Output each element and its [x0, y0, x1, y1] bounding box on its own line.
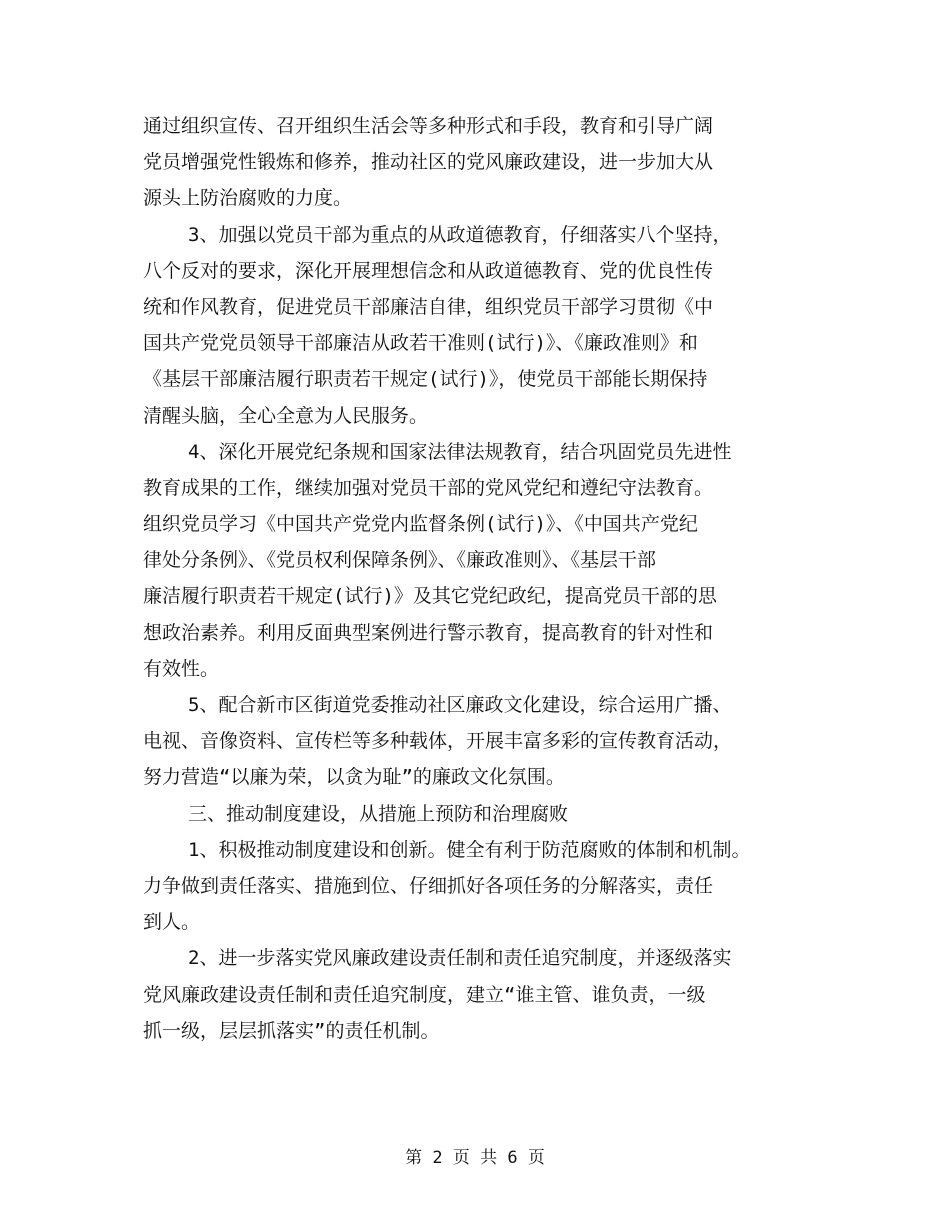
text-line: 八个反对的要求，深化开展理想信念和从政道德教育、党的优良性传: [143, 259, 714, 282]
text-line: 党员增强党性锻炼和修养，推动社区的党风廉政建设，进一步加大从: [143, 151, 714, 174]
text-line: 努力营造“以廉为荣，以贪为耻”的廉政文化氛围。: [143, 766, 565, 789]
paragraph-start-line: 5、配合新市区街道党委推动社区廉政文化建设，综合运用广播、: [188, 694, 732, 716]
text-line: 想政治素养。利用反面典型案例进行警示教育，提高教育的针对性和: [143, 621, 714, 644]
text-line: 抓一级，层层抓落实”的责任机制。: [143, 1019, 440, 1042]
text-line: 组织党员学习《中国共产党党内监督条例(试行)》、《中国共产党纪: [143, 513, 698, 536]
text-line: 有效性。: [143, 657, 220, 680]
text-line: 通过组织宣传、召开组织生活会等多种形式和手段，教育和引导广阔: [143, 115, 714, 137]
text-line: 清醒头脑，全心全意为人民服务。: [143, 404, 429, 427]
text-line: 廉洁履行职责若干规定(试行)》及其它党纪政纪，提高党员干部的思: [143, 585, 717, 608]
text-line: 到人。: [143, 911, 201, 934]
text-line: 《基层干部廉洁履行职责若干规定(试行)》，使党员干部能长期保持: [143, 368, 708, 391]
text-line: 电视、音像资料、宣传栏等多种载体，开展丰富多彩的宣传教育活动，: [143, 730, 733, 753]
text-line: 律处分条例》、《党员权利保障条例》、《廉政准则》、《基层干部: [143, 549, 657, 572]
paragraph-start-line: 4、深化开展党纪条规和国家法律法规教育，结合巩固党员先进性: [188, 440, 732, 463]
page-number-footer: 第 2 页 共 6 页: [405, 1148, 545, 1168]
paragraph-start-line: 2、进一步落实党风廉政建设责任制和责任追究制度，并逐级落实: [188, 947, 732, 970]
paragraph-start-line: 1、积极推动制度建设和创新。健全有利于防范腐败的体制和机制。: [188, 838, 751, 861]
section-heading: 三、推动制度建设，从措施上预防和治理腐败: [188, 802, 569, 825]
paragraph-start-line: 3、加强以党员干部为重点的从政道德教育，仔细落实八个坚持，: [188, 223, 732, 246]
text-line: 国共产党党员领导干部廉洁从政若干准则(试行)》、《廉政准则》和: [143, 332, 698, 355]
document-body: [143, 108, 833, 1049]
text-line: 党风廉政建设责任制和责任追究制度，建立“谁主管、谁负责，一级: [143, 983, 706, 1006]
text-line: 统和作风教育，促进党员干部廉洁自律，组织党员干部学习贯彻《中: [143, 295, 714, 318]
text-line: 教育成果的工作，继续加强对党员干部的党风党纪和遵纪守法教育。: [143, 476, 714, 499]
text-line: 力争做到责任落实、措施到位、仔细抓好各项任务的分解落实，责任: [143, 874, 714, 897]
text-line: 源头上防治腐败的力度。: [143, 187, 353, 210]
